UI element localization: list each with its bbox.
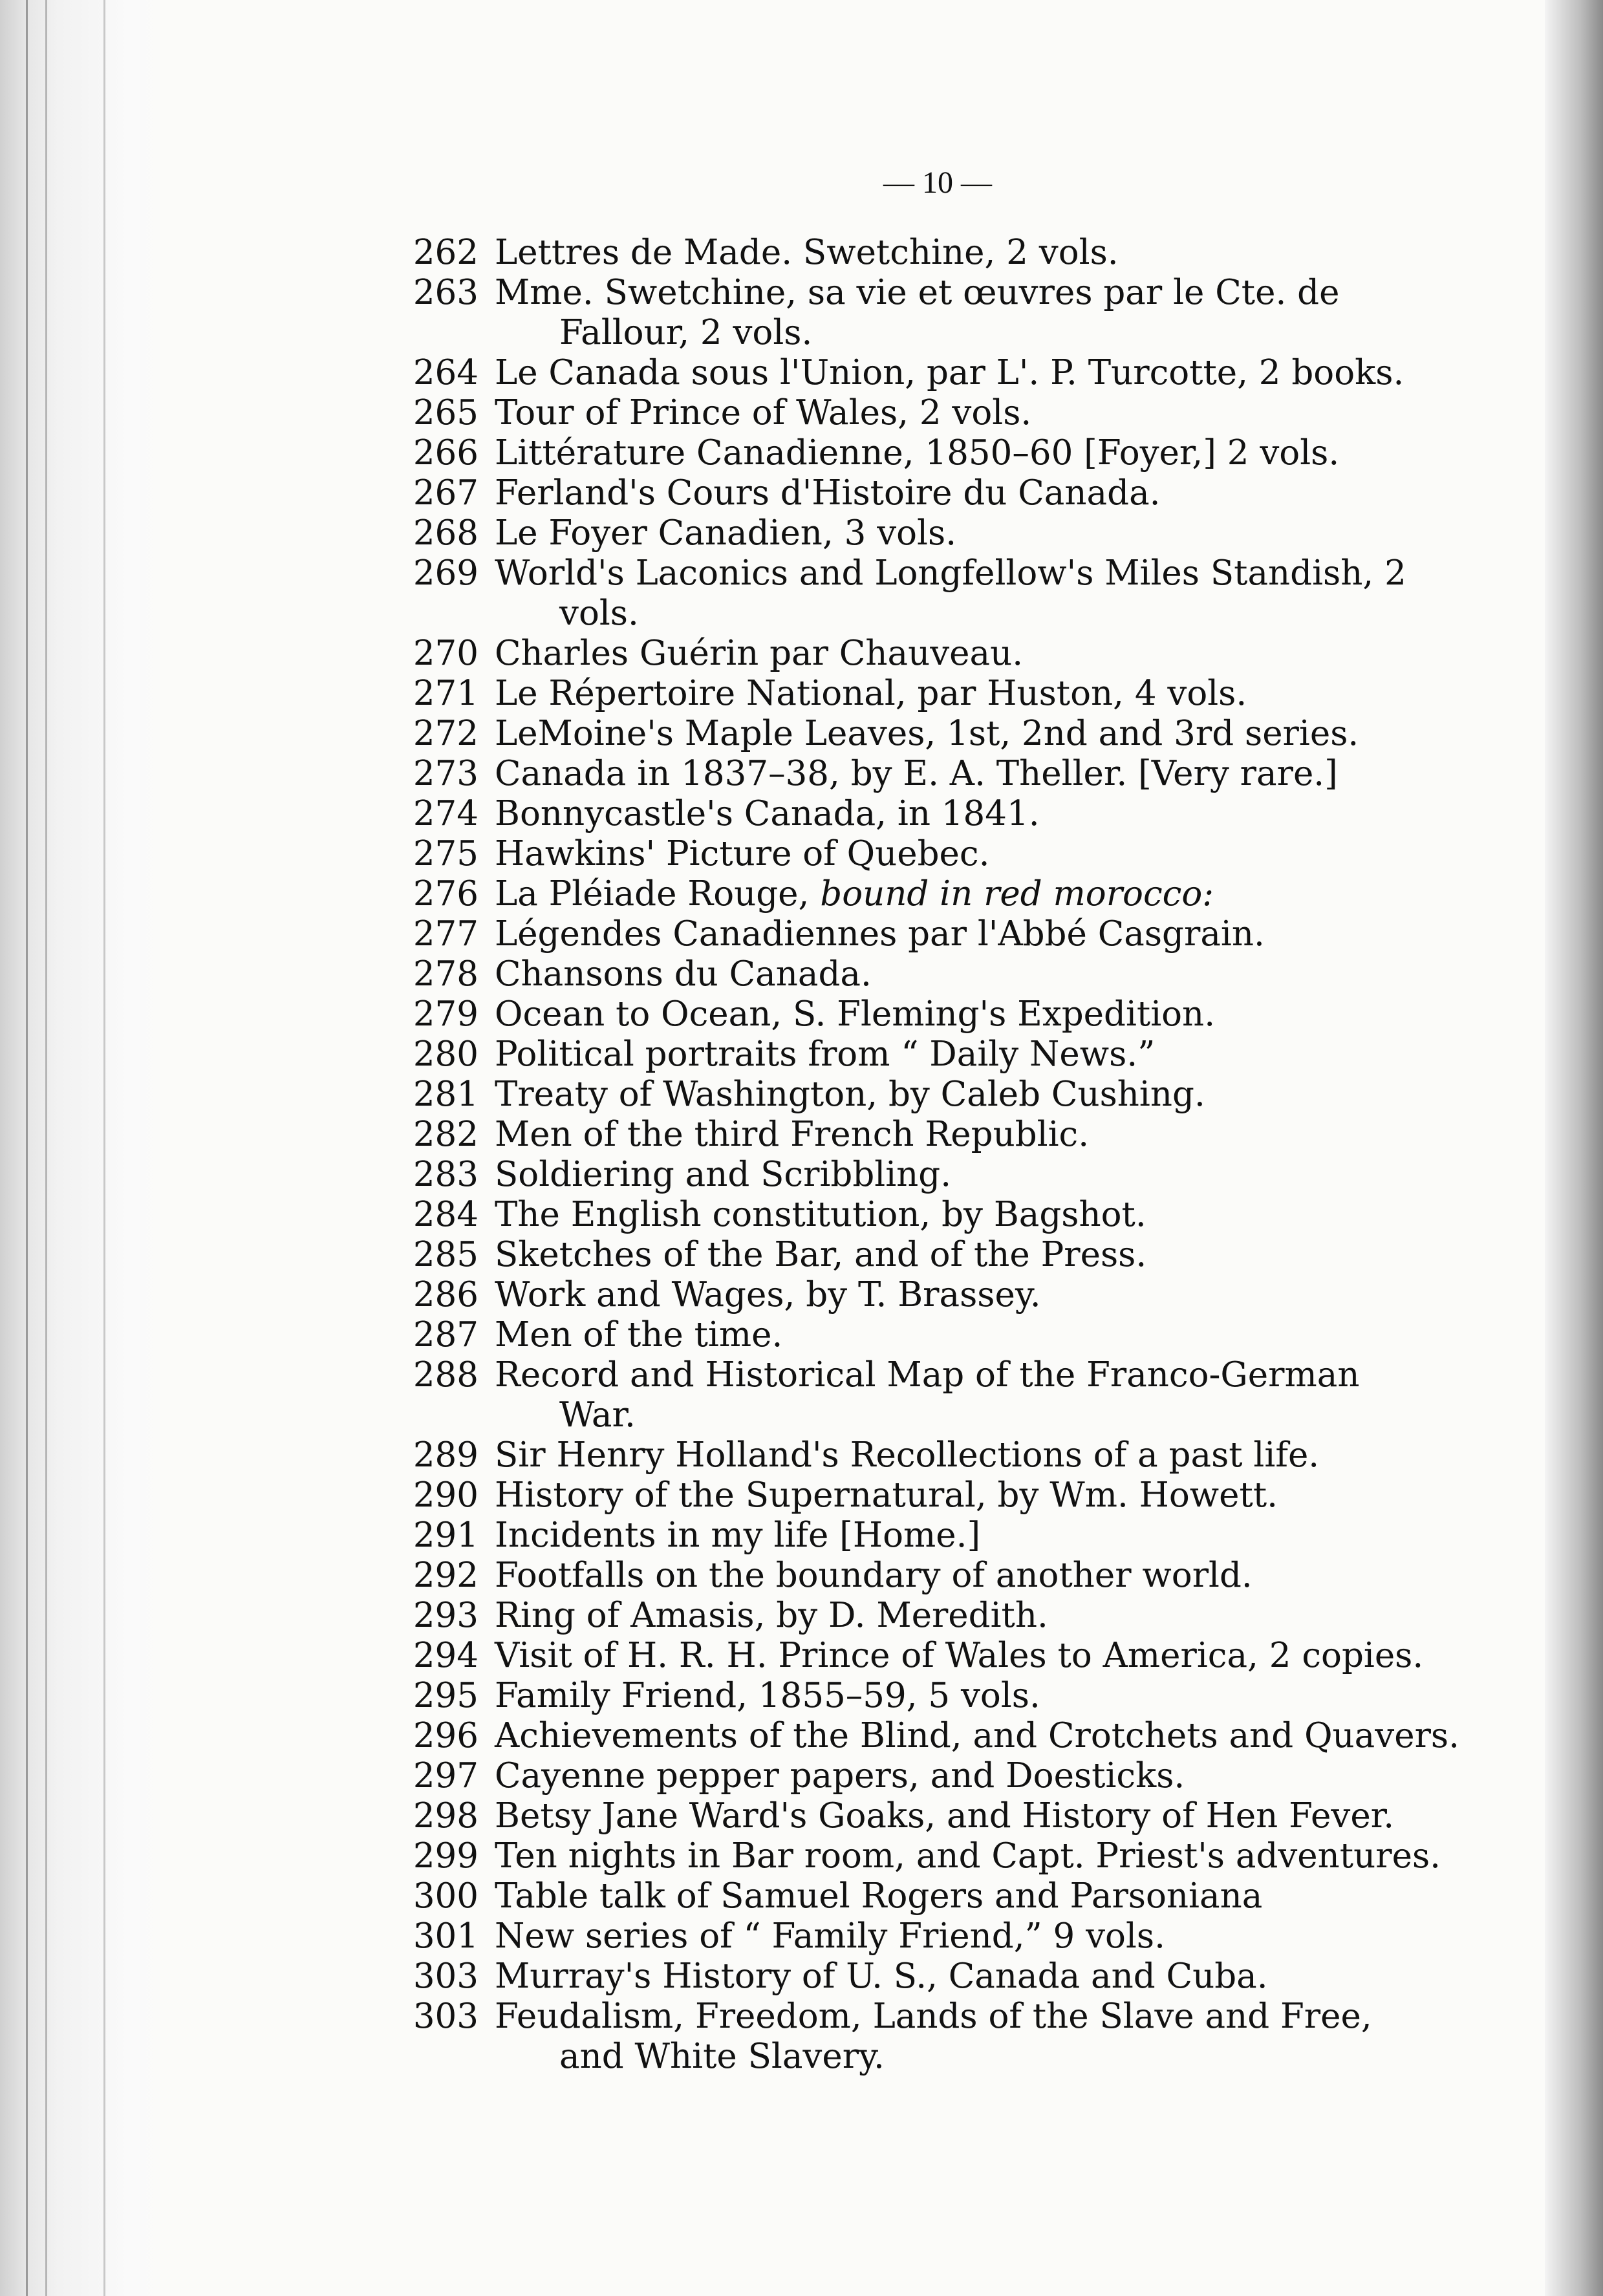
entry-title: Le Répertoire National, par Huston, 4 vols.: [495, 674, 1247, 713]
entry-title: Sketches of the Bar, and of the Press.: [495, 1235, 1147, 1274]
entry-title: Men of the third French Republic.: [495, 1115, 1090, 1154]
entry-title: Ten nights in Bar room, and Capt. Priest's adventures.: [495, 1836, 1441, 1876]
entry-title: Footfalls on the boundary of another world.: [495, 1556, 1253, 1595]
catalogue-entry: [388, 1355, 1500, 1395]
entry-title: Cayenne pepper papers, and Doesticks.: [495, 1756, 1185, 1796]
entry-number: 285: [413, 1235, 479, 1274]
entry-title: Ring of Amasis, by D. Meredith.: [495, 1596, 1048, 1635]
entry-number: 266: [413, 433, 479, 473]
catalogue-entry: [388, 1916, 1500, 1957]
catalogue-entry: [388, 473, 1500, 513]
catalogue-entry: [388, 1636, 1500, 1676]
entry-title: Soldiering and Scribbling.: [495, 1155, 952, 1194]
entry-number: 277: [413, 914, 479, 954]
entry-number: 286: [413, 1275, 479, 1314]
entry-number: 294: [413, 1636, 479, 1675]
entry-title: New series of “ Family Friend,” 9 vols.: [495, 1916, 1165, 1956]
entry-title: Table talk of Samuel Rogers and Parsoniana: [495, 1876, 1263, 1916]
entry-number: 284: [413, 1195, 479, 1234]
entry-title: World's Laconics and Longfellow's Miles Standish, 2: [495, 553, 1406, 593]
entry-title: Charles Guérin par Chauveau.: [495, 634, 1024, 673]
catalogue-entry: [388, 994, 1500, 1035]
entry-number: 295: [413, 1676, 479, 1715]
entry-title: The English constitution, by Bagshot.: [495, 1195, 1146, 1234]
entry-number: 293: [413, 1596, 479, 1635]
entry-number: 289: [413, 1435, 479, 1475]
catalogue-entry: [388, 1075, 1500, 1115]
catalogue-entry: [388, 353, 1500, 393]
entry-number: 263: [413, 273, 479, 312]
catalogue-entry: [388, 1235, 1500, 1275]
entry-title: Le Canada sous l'Union, par L'. P. Turcotte, 2 books.: [495, 353, 1404, 392]
entry-title: Work and Wages, by T. Brassey.: [495, 1275, 1041, 1314]
entry-number: 279: [413, 994, 479, 1034]
catalogue-entry: [388, 1315, 1500, 1355]
catalogue-entry: [388, 1876, 1500, 1916]
catalogue-entry: [388, 553, 1500, 594]
entry-title: Canada in 1837–38, by E. A. Theller. [Very rare.]: [495, 754, 1338, 793]
catalogue-entry: [388, 1676, 1500, 1716]
entry-number: 282: [413, 1115, 479, 1154]
entry-title: Achievements of the Blind, and Crotchets and Quavers.: [495, 1716, 1459, 1755]
binding-line: [26, 0, 28, 2296]
entry-number: 296: [413, 1716, 479, 1755]
catalogue-entry: [388, 1957, 1500, 1997]
entry-continuation: vols.: [559, 594, 639, 633]
entry-number: 274: [413, 794, 479, 833]
entry-title: Record and Historical Map of the Franco-German: [495, 1355, 1360, 1395]
catalogue-entry: [388, 1435, 1500, 1475]
entry-number: 303: [413, 1957, 479, 1996]
catalogue-entry: [388, 393, 1500, 433]
catalogue-entry: [388, 1035, 1500, 1075]
catalogue-entry: [388, 1475, 1500, 1516]
entry-title: Le Foyer Canadien, 3 vols.: [495, 513, 957, 553]
entry-title: Family Friend, 1855–59, 5 vols.: [495, 1676, 1040, 1715]
entry-number: 301: [413, 1916, 479, 1956]
entry-number: 280: [413, 1035, 479, 1074]
entry-title: LeMoine's Maple Leaves, 1st, 2nd and 3rd series.: [495, 714, 1359, 753]
catalogue-entry: [388, 874, 1500, 914]
entry-number: 298: [413, 1796, 479, 1836]
entry-title: Tour of Prince of Wales, 2 vols.: [495, 393, 1032, 433]
catalogue-entry: [388, 273, 1500, 313]
entry-title: Betsy Jane Ward's Goaks, and History of Hen Fever.: [495, 1796, 1395, 1836]
catalogue-entry: [388, 1756, 1500, 1796]
entry-number: 264: [413, 353, 479, 392]
entry-title: Treaty of Washington, by Caleb Cushing.: [495, 1075, 1205, 1114]
binding-shadow: [0, 0, 162, 2296]
right-page-edge: [1545, 0, 1603, 2296]
entry-number: 273: [413, 754, 479, 793]
entry-title: Sir Henry Holland's Recollections of a past life.: [495, 1435, 1320, 1475]
catalogue-entry: [388, 1155, 1500, 1195]
entry-title: Mme. Swetchine, sa vie et œuvres par le Cte. de: [495, 273, 1340, 312]
catalogue-entry: [388, 1836, 1500, 1876]
entry-number: 283: [413, 1155, 479, 1194]
entry-title: Feudalism, Freedom, Lands of the Slave and Free,: [495, 1997, 1372, 2036]
catalogue-entry: [388, 674, 1500, 714]
page-number: — 10 —: [883, 166, 992, 200]
entry-title: Légendes Canadiennes par l'Abbé Casgrain.: [495, 914, 1265, 954]
entry-number: 262: [413, 233, 479, 272]
catalogue-entry: [388, 954, 1500, 994]
entry-number: 276: [413, 874, 479, 914]
catalogue-entry: [388, 1275, 1500, 1315]
catalogue-entry: [388, 433, 1500, 473]
entry-number: 265: [413, 393, 479, 433]
catalogue-entry: [388, 1596, 1500, 1636]
entry-title: Incidents in my life [Home.]: [495, 1516, 981, 1555]
entry-number: 290: [413, 1475, 479, 1515]
entry-continuation: and White Slavery.: [559, 2037, 885, 2076]
entry-number: 303: [413, 1997, 479, 2036]
catalogue-entry: [388, 1115, 1500, 1155]
catalogue-entry: [388, 914, 1500, 954]
entry-title: Hawkins' Picture of Quebec.: [495, 834, 990, 874]
entry-number: 269: [413, 553, 479, 593]
catalogue-entry: [388, 754, 1500, 794]
catalogue-entry: [388, 794, 1500, 834]
entry-number: 288: [413, 1355, 479, 1395]
entry-number: 292: [413, 1556, 479, 1595]
entry-continuation: Fallour, 2 vols.: [559, 313, 813, 352]
entry-title: Visit of H. R. H. Prince of Wales to America, 2 copies.: [495, 1636, 1424, 1675]
entry-title: Chansons du Canada.: [495, 954, 872, 994]
entry-number: 268: [413, 513, 479, 553]
catalogue-entry: [388, 1997, 1500, 2037]
entry-title: Ocean to Ocean, S. Fleming's Expedition.: [495, 994, 1216, 1034]
entry-continuation: War.: [559, 1395, 636, 1435]
entry-title: Murray's History of U. S., Canada and Cuba.: [495, 1957, 1268, 1996]
catalogue-entry: [388, 513, 1500, 553]
entry-number: 267: [413, 473, 479, 513]
entry-note: bound in red morocco:: [820, 874, 1214, 914]
entry-number: 299: [413, 1836, 479, 1876]
entry-number: 272: [413, 714, 479, 753]
catalogue-entry: [388, 1796, 1500, 1836]
entry-title: Political portraits from “ Daily News.”: [495, 1035, 1156, 1074]
entry-number: 300: [413, 1876, 479, 1916]
catalogue-entry: [388, 834, 1500, 874]
entry-number: 297: [413, 1756, 479, 1796]
entry-title: La Pléiade Rouge,: [495, 874, 810, 914]
entry-number: 271: [413, 674, 479, 713]
entry-number: 275: [413, 834, 479, 874]
entry-title: Men of the time.: [495, 1315, 783, 1355]
catalogue-list: [388, 233, 1500, 2077]
catalogue-entry: [388, 1716, 1500, 1756]
entry-title: Ferland's Cours d'Histoire du Canada.: [495, 473, 1161, 513]
catalogue-entry: [388, 634, 1500, 674]
entry-number: 278: [413, 954, 479, 994]
catalogue-entry: [388, 1516, 1500, 1556]
entry-number: 291: [413, 1516, 479, 1555]
catalogue-entry: [388, 1556, 1500, 1596]
entry-number: 281: [413, 1075, 479, 1114]
catalogue-entry: [388, 714, 1500, 754]
catalogue-entry: [388, 233, 1500, 273]
entry-title: Bonnycastle's Canada, in 1841.: [495, 794, 1040, 833]
entry-title: Lettres de Made. Swetchine, 2 vols.: [495, 233, 1119, 272]
entry-title: Littérature Canadienne, 1850–60 [Foyer,] 2 vols.: [495, 433, 1340, 473]
entry-number: 270: [413, 634, 479, 673]
catalogue-entry: [388, 1195, 1500, 1235]
entry-title: History of the Supernatural, by Wm. Howett.: [495, 1475, 1278, 1515]
entry-number: 287: [413, 1315, 479, 1355]
binding-line: [103, 0, 105, 2296]
binding-line: [45, 0, 47, 2296]
